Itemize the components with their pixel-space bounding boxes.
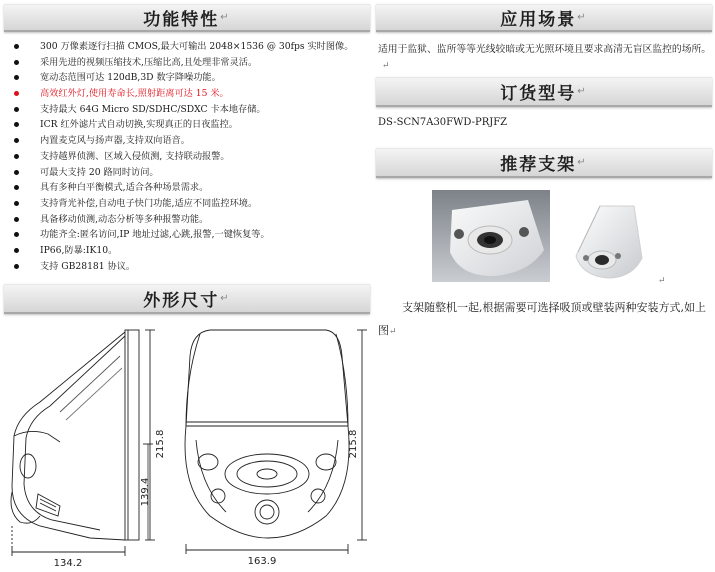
paragraph-mark-icon: ↵ [382, 61, 390, 71]
feature-item-text: IP66,防暴:IK10。 [40, 244, 118, 256]
feature-item [10, 39, 370, 55]
dimensions-header [4, 284, 370, 314]
feature-item-text: 宽动态范围可达 120dB,3D 数字降噪功能。 [40, 72, 221, 84]
paragraph-mark-icon: ↵ [658, 276, 666, 286]
feature-item-text: 具备移动侦测,动态分析等多种报警功能。 [40, 213, 209, 225]
feature-item-text: 内置麦克风与扬声器,支持双向语音。 [40, 135, 190, 147]
right-column [376, 4, 712, 344]
front-view-dome-body [185, 426, 349, 538]
feature-item-text: 300 万像素逐行扫描 CMOS,最大可输出 2048×1536 @ 30fps 实时图像。 [40, 41, 354, 52]
feature-item-text: 高效红外灯,使用寿命长,照射距离可达 15 米。 [40, 88, 229, 100]
bracket-photo-ceiling [432, 190, 550, 282]
bracket-title: 推荐支架 [500, 155, 577, 175]
front-view-lens-ring [225, 454, 309, 494]
dimensions-title: 外形尺寸 [143, 291, 220, 311]
features-list [4, 39, 370, 274]
ordering-title: 订货型号 [500, 84, 577, 104]
front-view [185, 330, 367, 554]
paragraph-mark-icon: ↵ [577, 12, 588, 23]
left-column [4, 4, 370, 311]
feature-item [10, 102, 370, 118]
feature-item [10, 55, 370, 71]
feature-item [10, 259, 370, 275]
front-view-housing [186, 330, 348, 426]
bracket-photo-wall [572, 202, 644, 280]
bracket-photos [376, 190, 712, 290]
feature-item [10, 86, 370, 102]
feature-item [10, 227, 370, 243]
paragraph-mark-icon: ↵ [389, 327, 397, 337]
feature-item [10, 133, 370, 149]
application-title: 应用场景 [500, 10, 577, 30]
feature-item [10, 70, 370, 86]
feature-item [10, 180, 370, 196]
application-text: 适用于监狱、监所等等光线较暗或无光照环境且要求高清无盲区监控的场所。 [378, 44, 712, 55]
feature-item-text: 支持越界侦测、区域入侵侦测, 支持联动报警。 [40, 150, 230, 162]
feature-item [10, 117, 370, 133]
feature-item-text: ICR 红外滤片式自动切换,实现真正的日夜监控。 [40, 119, 238, 131]
paragraph-mark-icon: ↵ [220, 12, 231, 23]
bracket-header [376, 148, 712, 178]
side-depth-label: 134.2 [53, 558, 83, 568]
side-view-wall-plate [125, 330, 139, 540]
feature-item-text: 可最大支持 20 路同时访问。 [40, 166, 159, 178]
paragraph-mark-icon: ↵ [220, 293, 231, 304]
feature-item-text: 支持背光补偿,自动电子快门功能,适应不同监控环境。 [40, 197, 258, 209]
paragraph-mark-icon: ↵ [577, 157, 588, 168]
feature-item [10, 165, 370, 181]
order-model-code: DS-SCN7A30FWD-PRJFZ [378, 117, 508, 128]
feature-item [10, 212, 370, 228]
paragraph-mark-icon: ↵ [577, 86, 588, 97]
front-width-label: 163.9 [247, 556, 277, 567]
side-height-label: 215.8 [155, 429, 166, 459]
side-view [11, 330, 155, 556]
side-inner-height-label: 139.4 [140, 477, 151, 507]
bracket-description [376, 296, 712, 344]
feature-item [10, 149, 370, 165]
feature-item-text: 支持最大 64G Micro SD/SDHC/SDXC 卡本地存储。 [40, 103, 266, 115]
ordering-header [376, 77, 712, 107]
feature-item [10, 243, 370, 259]
front-height-label: 215.8 [348, 429, 359, 459]
feature-item-text: 具有多种白平衡模式,适合各种场景需求。 [40, 182, 209, 194]
dimension-drawing [0, 316, 370, 568]
feature-item-text: 功能齐全:匿名访问,IP 地址过滤,心跳,报警,一键恢复等。 [40, 229, 270, 241]
feature-item-text: 支持 GB28181 协议。 [40, 260, 136, 272]
features-title: 功能特性 [143, 10, 220, 30]
side-view-body [12, 332, 125, 540]
feature-item-text: 采用先进的视频压缩技术,压缩比高,且处理非常灵活。 [40, 56, 258, 68]
application-header [376, 4, 712, 32]
features-header [4, 4, 370, 32]
bracket-description-text: 支架随整机一起,根据需要可选择吸顶或壁装两种安装方式,如上图 [378, 301, 706, 337]
feature-item [10, 196, 370, 212]
